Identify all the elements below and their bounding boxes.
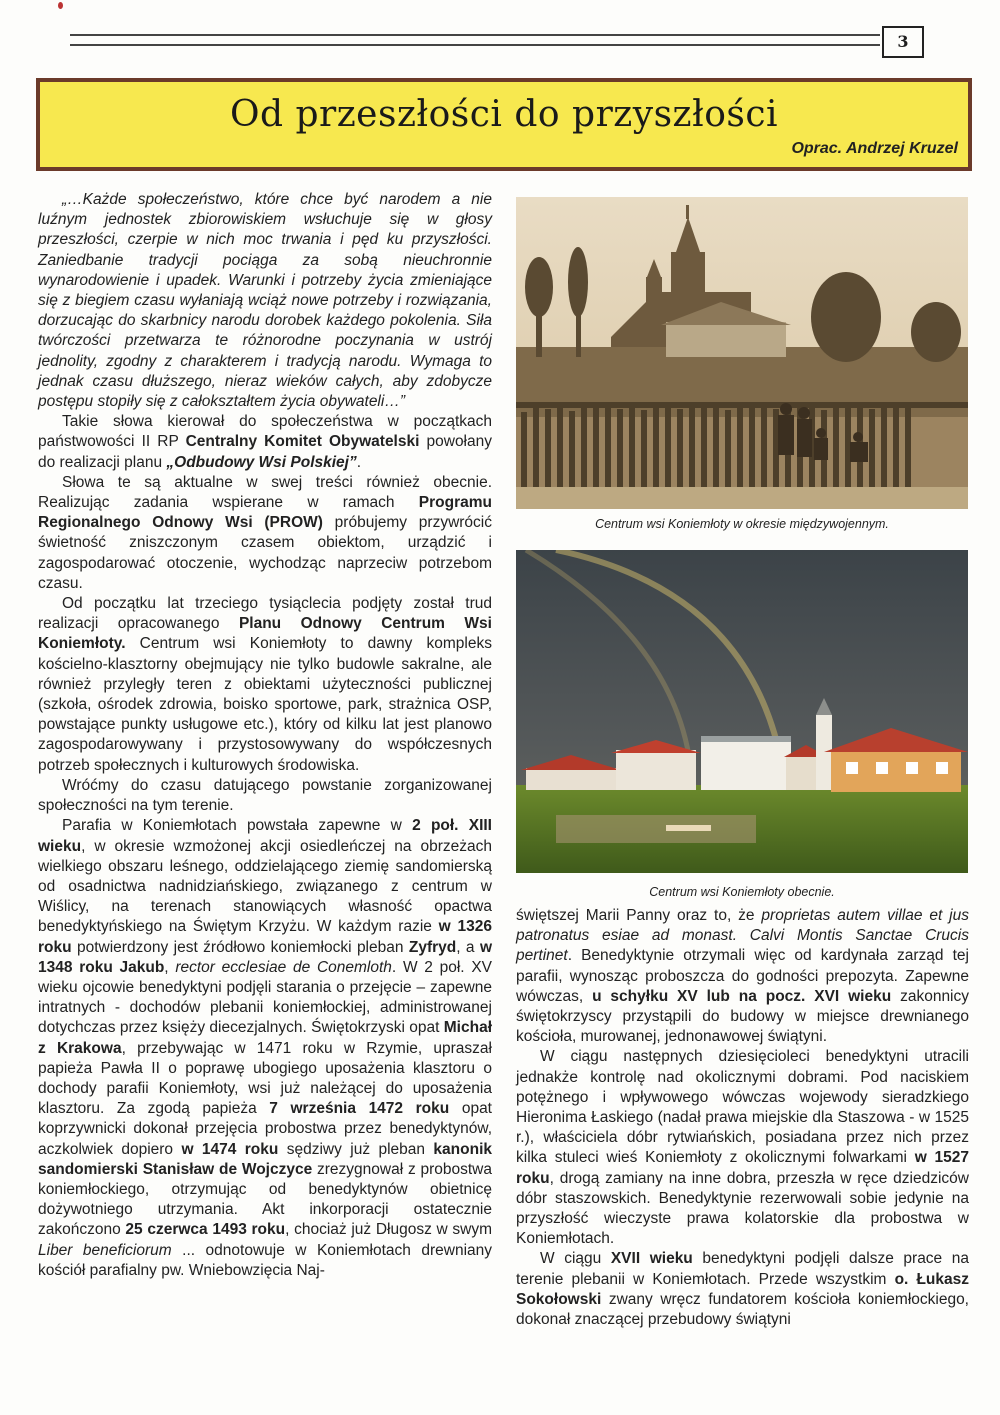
photo-interwar-village-center xyxy=(516,197,968,509)
paragraph-1: Takie słowa kierował do społeczeństwa w początkach państwowości II RP Centralny Komitet Obywatelski powołany do realizacji planu „Odbudowy Wsi Polskiej”. xyxy=(38,413,492,471)
title-banner xyxy=(36,78,972,171)
article-title: Od przeszłości do przyszłości xyxy=(229,94,779,135)
opening-quote: „…Każde społeczeństwo, które chce być narodem a nie luźnym jednostek zbiorowiskiem wsłuchuje się w głosy przeszłości, czerpie w nich moc trwania i pęd ku przyszłości. Zaniedbanie tradycji pociąga za sobą nieuchronnie wynarodowienie i upadek. Warunki i potrzeby życia zmieniające się z biegiem czasu wyłaniają wciąż nowe potrzeby i rozwiązania, dorzucając do skarbnicy narodu dorobek każdego pokolenia. Siła twórczości przetwarza te różnorodne poczynania w ustrój jednolity, zgodny z charakterem i tradycją narodu. Wymaga to jednak czasu dłuższego, nieraz wieków całych, aby zdobycze postępu stopiły się z całokształtem życia obywateli…” xyxy=(38,191,492,411)
right-column xyxy=(516,906,969,1330)
photo-current-village-center xyxy=(516,550,968,873)
article-author: Oprac. Andrzej Kruzel xyxy=(791,140,958,157)
paragraph-3: Od początku lat trzeciego tysiąclecia podjęty został trud realizacji opracowanego Planu Odnowy Centrum Wsi Koniemłoty. Centrum wsi Koniemłoty to dawny kompleks kościelno-klasztorny obejmujący nie tylko budowle sakralne, ale również przyległy teren z obiektami użyteczności publicznej (szkoła, ośrodek zdrowia, boisko sportowe, park, strażnica OSP, powstające punkty usługowe etc.), który od kilku lat jest planowo zagospodarowywany i przystosowywany do współczesnych potrzeb społecznych i kulturowych środowiska. xyxy=(38,595,492,774)
ink-dot xyxy=(58,2,63,9)
paragraph-4: Wróćmy do czasu datującego powstanie zorganizowanej społeczności na tym terenie. xyxy=(38,776,492,815)
top-decorative-rule xyxy=(70,34,880,46)
page-number: 3 xyxy=(882,26,924,58)
paragraph-2: Słowa te są aktualne w swej treści również obecnie. Realizując zadania wspierane w ramach Programu Regionalnego Odnowy Wsi (PROW) próbujemy przywrócić świetność zniszczonym czasem obiektom, urządzić i zagospodarować otoczenie, wychodząc naprzeciw potrzebom czasu. xyxy=(38,473,492,592)
left-column xyxy=(38,190,492,1281)
paragraph-7: W ciągu następnych dziesięcioleci benedyktyni utracili jednakże kontrolę nad okolicznymi dobrami. Pod naciskiem potężnego i wpływowego wówczas wojewody sieradzkiego Hieronima Łaskiego (nadał prawa miejskie dla Staszowa - w 1525 r.), właściciela dóbr rytwiańskich, posiadana przez nich przez kilka stuleci wieś Koniemłoty z okolicznymi folwarkami w 1527 roku, drogą zamiany na inne dobra, przeszła w ręce dziedziców dóbr staszowskich. Benedyktynie rezerwowali sobie jedynie na przyszłość wieczyste prawa kolatorskie dla probostwa w Koniemłotach. xyxy=(516,1048,969,1248)
paragraph-5: Parafia w Koniemłotach powstała zapewne w 2 poł. XIII wieku, w okresie wzmożonej akcji osiedleńczej na obrzeżach wielkiego obszaru leśnego, oddzielającego ziemię sandomierską od osadnictwa nadnidziańskiego, związanego z centrum w Wiślicy, na terenach stanowiących własność opactwa benedyktyńskiego na Świętym Krzyżu. W każdym razie w 1326 roku potwierdzony jest źródłowo koniemłocki pleban Zyfryd, a w 1348 roku Jakub, rector ecclesiae de Conemloth. W 2 poł. XV wieku ojcowie benedyktyni podjęli starania o przejęcie – zapewne intratnych - dochodów plebanii koniemłockiej, administrowanej dotychczas przez księży diecezjalnych. Świętokrzyski opat Michał z Krakowa, przebywając w 1471 roku w Rzymie, upraszał papieża Pawła II o poprawę ubogiego uposażenia klasztoru o dochody parafii Koniemłoty, wsi już należącej do uposażenia klasztoru. Za zgodą papieża 7 września 1472 roku opat koprzywnicki dokonał przejęcia probostwa przez benedyktynów, aczkolwiek dopiero w 1474 roku sędziwy już pleban kanonik sandomierski Stanisław de Wojczyce zrezygnował z probostwa koniemłockiego, otrzymując od benedyktynów obietnicę dożywotniego utrzymania. Akt inkorporacji ostatecznie zakończono 25 czerwca 1493 roku, chociaż już Długosz w swym Liber beneficiorum ... odnotowuje w Koniemłotach drewniany kościół parafialny pw. Wniebowzięcia Naj- xyxy=(38,817,493,1279)
photo-caption-interwar: Centrum wsi Koniemłoty w okresie międzywojennym. xyxy=(595,517,889,531)
photo-caption-current: Centrum wsi Koniemłoty obecnie. xyxy=(649,885,835,899)
paragraph-8: W ciągu XVII wieku benedyktyni podjęli dalsze prace na terenie plebanii w Koniemłotach. Przede wszystkim o. Łukasz Sokołowski zwany wręcz fundatorem kościoła koniemłockiego, dokonał znaczącej przebudowy świątyni xyxy=(516,1250,970,1329)
paragraph-6: świętszej Marii Panny oraz to, że proprietas autem villae et jus patronatus esiae ad monast. Calvi Montis Sanctae Crucis pertinet. Benedyktynie otrzymali więc od kardynała zarząd tej parafii, wynosząc proboszcza do godności prepozyta. Zapewne wówczas, u schyłku XV lub na pocz. XVI wieku zakonnicy świętokrzyscy przystąpili do budowy w miejsce drewnianego kościoła, murowanej, jednonawowej świątyni. xyxy=(516,907,970,1046)
